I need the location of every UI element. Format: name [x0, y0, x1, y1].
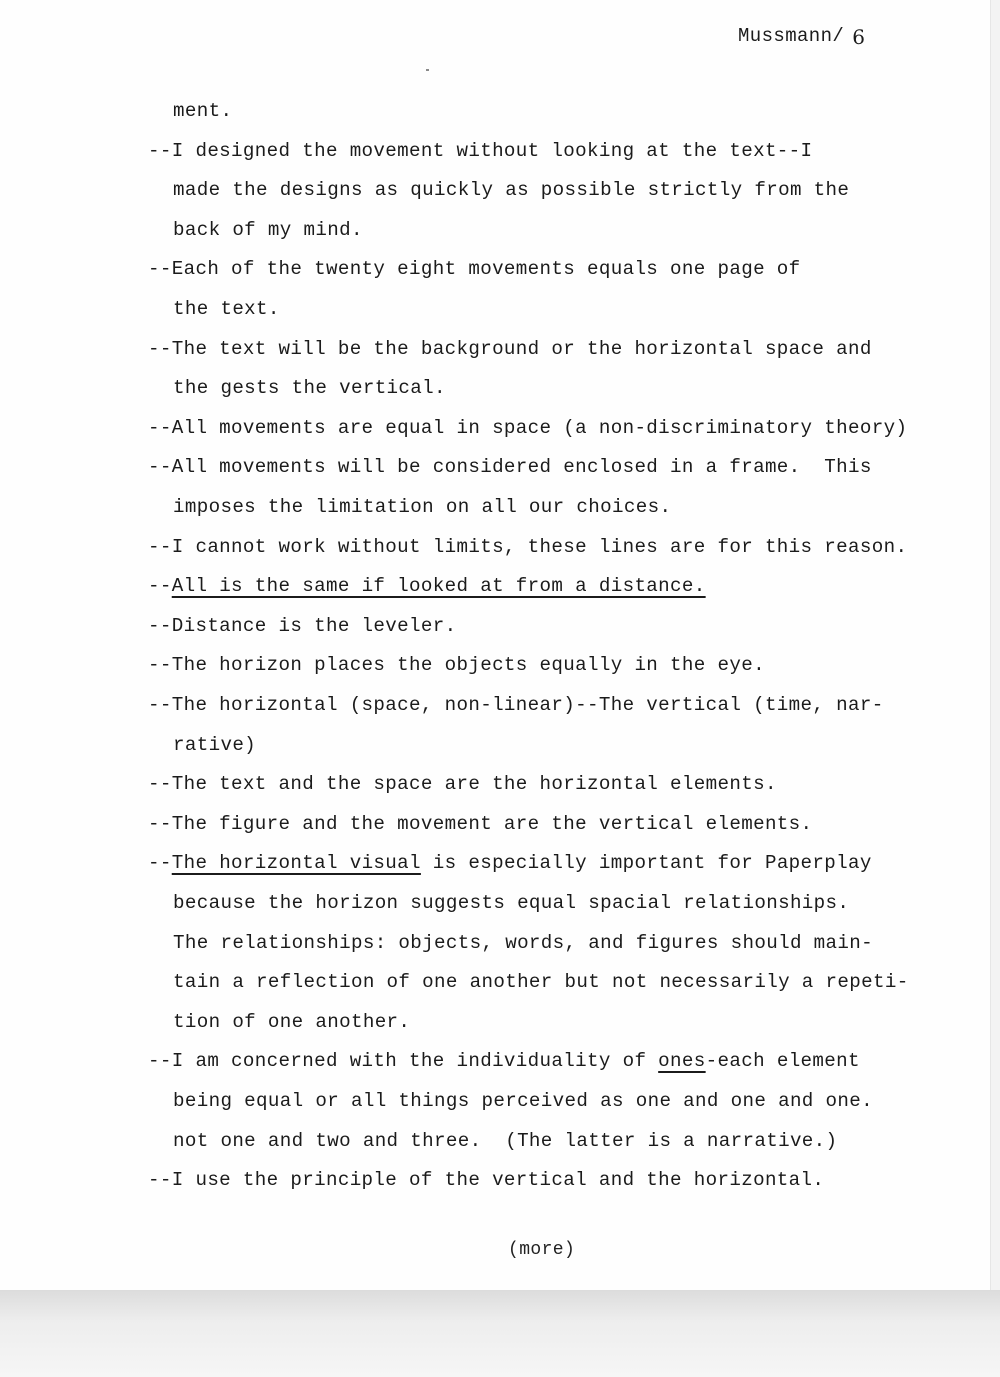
text-line: imposes the limitation on all our choices.: [173, 496, 672, 518]
text-line: because the horizon suggests equal spacial relationships.: [173, 892, 850, 914]
text-line: back of my mind.: [173, 218, 363, 241]
text-line: --The text will be the background or the horizontal space and: [148, 337, 872, 360]
line-text: --: [148, 575, 172, 598]
text-line: made the designs as quickly as possible strictly from the: [173, 179, 850, 202]
line-text: --I am concerned with the individuality of: [148, 1050, 659, 1073]
text-line: --The figure and the movement are the vertical elements.: [148, 812, 813, 835]
line-text: --: [148, 852, 172, 875]
underlined-phrase: ones: [658, 1050, 706, 1073]
text-line: not one and two and three. (The latter is a narrative.): [173, 1129, 838, 1152]
text-line: The relationships: objects, words, and figures should main-: [173, 931, 873, 954]
text-line: --I designed the movement without looking at the text--I: [148, 139, 813, 162]
text-line: --Distance is the leveler.: [148, 614, 457, 637]
text-line: the text.: [173, 298, 280, 320]
running-head-author: Mussmann/: [738, 25, 845, 47]
scan-background: [0, 1290, 1000, 1377]
text-line: --The horizon places the objects equally in the eye.: [148, 654, 765, 677]
text-line: tion of one another.: [173, 1010, 411, 1033]
text-line: --The horizontal (space, non-linear)--The vertical (time, nar-: [148, 694, 884, 716]
text-line: rative): [173, 733, 257, 756]
line-text: -each element: [705, 1050, 860, 1073]
text-line: ment.: [173, 100, 233, 122]
running-header: [738, 22, 865, 47]
text-line: --Each of the twenty eight movements equals one page of: [148, 258, 801, 281]
paper-speck: [426, 69, 429, 71]
text-line: tain a reflection of one another but not necessarily a repeti-: [173, 971, 909, 994]
line-text: is especially important for Paperplay: [420, 852, 872, 875]
text-line: [148, 1050, 860, 1072]
text-line: --All movements are equal in space (a non-discriminatory theory): [148, 416, 908, 439]
continued-marker: (more): [508, 1240, 576, 1260]
text-line: being equal or all things perceived as one and one and one.: [173, 1090, 873, 1112]
text-line: --I use the principle of the vertical and the horizontal.: [148, 1169, 825, 1192]
text-line: --I cannot work without limits, these lines are for this reason.: [148, 535, 908, 558]
text-line: [148, 575, 706, 597]
underlined-phrase: The horizontal visual: [171, 852, 421, 875]
text-line: [148, 852, 872, 874]
underlined-phrase: All is the same if looked at from a distance.: [171, 575, 706, 598]
page-number: 6: [852, 25, 866, 49]
text-line: --All movements will be considered enclosed in a frame. This: [148, 456, 872, 479]
text-line: --The text and the space are the horizontal elements.: [148, 773, 777, 796]
text-line: the gests the vertical.: [173, 377, 446, 400]
